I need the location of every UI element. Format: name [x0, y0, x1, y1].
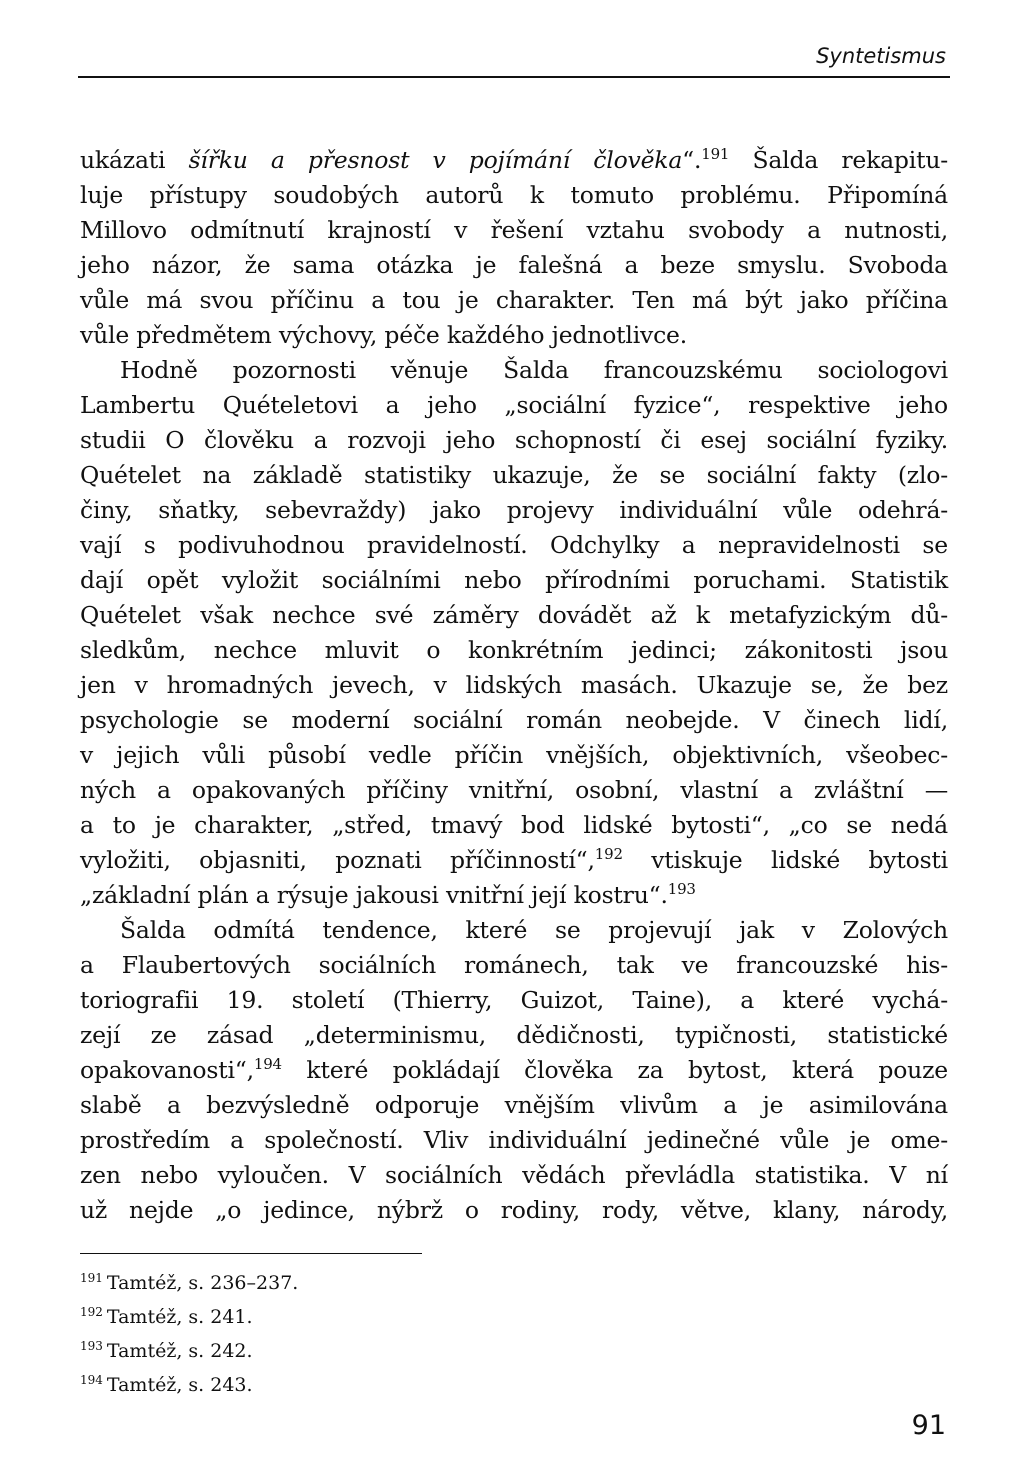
text-run: “. — [682, 146, 702, 174]
body-text — [80, 143, 948, 1228]
text-line — [80, 528, 948, 563]
text-line — [80, 563, 948, 598]
text-line — [80, 248, 948, 283]
text-run: Quételet však nechce své záměry dovádět až k metafyzickým dů- — [80, 601, 948, 629]
header-rule — [78, 76, 950, 78]
text-line — [80, 178, 948, 213]
footnote-ref: 192 — [594, 845, 623, 863]
text-line — [80, 808, 948, 843]
text-run: a Flaubertových sociálních románech, tak ve francouzské his- — [80, 951, 948, 979]
text-run: Lambertu Quételetovi a jeho „sociální fyzice“, respektive jeho — [80, 391, 948, 419]
text-run: vtiskuje lidské bytosti — [622, 846, 948, 874]
footnote-ref: 193 — [667, 880, 696, 898]
text-run: vají s podivuhodnou pravidelností. Odchylky a nepravidelnosti se — [80, 531, 948, 559]
text-run: Šalda rekapitu- — [729, 146, 948, 174]
text-run: v jejich vůli působí vedle příčin vnějších, objektivních, všeobec- — [80, 741, 948, 769]
footnote-rule — [80, 1253, 422, 1254]
text-run: studii O člověku a rozvoji jeho schopností či esej sociální fyziky. — [80, 426, 948, 454]
text-run: jen v hromadných jevech, v lidských masách. Ukazuje se, že bez — [80, 671, 948, 699]
text-line — [80, 1123, 948, 1158]
text-line — [80, 1158, 948, 1193]
text-line — [80, 388, 948, 423]
text-run: které pokládají člověka za bytost, která pouze — [281, 1056, 948, 1084]
text-line — [80, 878, 948, 913]
footnote-number: 191 — [80, 1271, 103, 1285]
text-run: vůle předmětem výchovy, péče každého jednotlivce. — [80, 321, 688, 349]
text-run: prostředím a společností. Vliv individuální jedinečné vůle je ome- — [80, 1126, 948, 1154]
text-run: vůle má svou příčinu a tou je charakter. Ten má být jako příčina — [80, 286, 948, 314]
text-line — [80, 458, 948, 493]
footnote-number: 194 — [80, 1373, 103, 1387]
text-run: vyložiti, objasniti, poznati příčinností“, — [80, 846, 595, 874]
text-run: ukázati — [80, 146, 189, 174]
text-line — [80, 738, 948, 773]
text-run: Hodně pozornosti věnuje Šalda francouzskému sociologovi — [120, 356, 948, 384]
text-line — [80, 1053, 948, 1088]
text-run: toriografii 19. století (Thierry, Guizot, Taine), a které vychá- — [80, 986, 948, 1014]
footnote — [80, 1298, 580, 1332]
text-line — [80, 283, 948, 318]
text-line — [80, 1018, 948, 1053]
text-run: jeho názor, že sama otázka je falešná a beze smyslu. Svoboda — [80, 251, 948, 279]
text-run: už nejde „o jedince, nýbrž o rodiny, rody, větve, klany, národy, — [80, 1196, 948, 1224]
text-run: a to je charakter, „střed, tmavý bod lidské bytosti“, „co se nedá — [80, 811, 948, 839]
text-line — [80, 948, 948, 983]
footnote-number: 192 — [80, 1305, 103, 1319]
footnote-text: Tamtéž, s. 236–237. — [106, 1272, 299, 1294]
text-run: činy, sňatky, sebevraždy) jako projevy individuální vůle odehrá- — [80, 496, 948, 524]
footnote-text: Tamtéž, s. 242. — [106, 1340, 253, 1362]
footnote — [80, 1366, 580, 1400]
text-line — [80, 843, 948, 878]
text-run: dají opět vyložit sociálními nebo přírodními poruchami. Statistik — [80, 566, 948, 594]
footnote — [80, 1264, 580, 1298]
text-run: Quételet na základě statistiky ukazuje, že se sociální fakty (zlo- — [80, 461, 948, 489]
text-line — [80, 913, 948, 948]
text-line — [80, 983, 948, 1018]
emphasis: šířku a přesnost v pojímání člověka — [188, 146, 683, 174]
footnote-text: Tamtéž, s. 243. — [106, 1374, 253, 1396]
footnote-ref: 194 — [253, 1055, 282, 1073]
footnote-number: 193 — [80, 1339, 103, 1353]
text-line — [80, 703, 948, 738]
text-run: Millovo odmítnutí krajností v řešení vztahu svobody a nutnosti, — [80, 216, 948, 244]
running-head: Syntetismus — [816, 44, 946, 68]
text-run: Šalda odmítá tendence, které se projevují jak v Zolových — [120, 916, 948, 944]
footnotes — [80, 1264, 580, 1400]
text-line — [80, 598, 948, 633]
text-run: opakovanosti“, — [80, 1056, 254, 1084]
text-line — [80, 773, 948, 808]
text-line — [80, 353, 948, 388]
text-run: slabě a bezvýsledně odporuje vnějším vlivům a je asimilována — [80, 1091, 948, 1119]
text-line — [80, 633, 948, 668]
text-run: zejí ze zásad „determinismu, dědičnosti, typičnosti, statistické — [80, 1021, 948, 1049]
footnote-ref: 191 — [701, 145, 730, 163]
text-run: zen nebo vyloučen. V sociálních vědách převládla statistika. V ní — [80, 1161, 948, 1189]
text-run: psychologie se moderní sociální román neobejde. V činech lidí, — [80, 706, 948, 734]
text-line — [80, 143, 948, 178]
text-line — [80, 423, 948, 458]
text-run: luje přístupy soudobých autorů k tomuto problému. Připomíná — [80, 181, 948, 209]
text-run: sledkům, nechce mluvit o konkrétním jedinci; zákonitosti jsou — [80, 636, 948, 664]
footnote-text: Tamtéž, s. 241. — [106, 1306, 253, 1328]
text-line — [80, 668, 948, 703]
text-line — [80, 318, 948, 353]
page-number: 91 — [911, 1410, 946, 1441]
text-line — [80, 1088, 948, 1123]
footnote — [80, 1332, 580, 1366]
text-line — [80, 493, 948, 528]
text-line — [80, 213, 948, 248]
text-line — [80, 1193, 948, 1228]
text-run: „základní plán a rýsuje jakousi vnitřní její kostru“. — [80, 881, 668, 909]
text-run: ných a opakovaných příčiny vnitřní, osobní, vlastní a zvláštní — — [80, 776, 948, 804]
